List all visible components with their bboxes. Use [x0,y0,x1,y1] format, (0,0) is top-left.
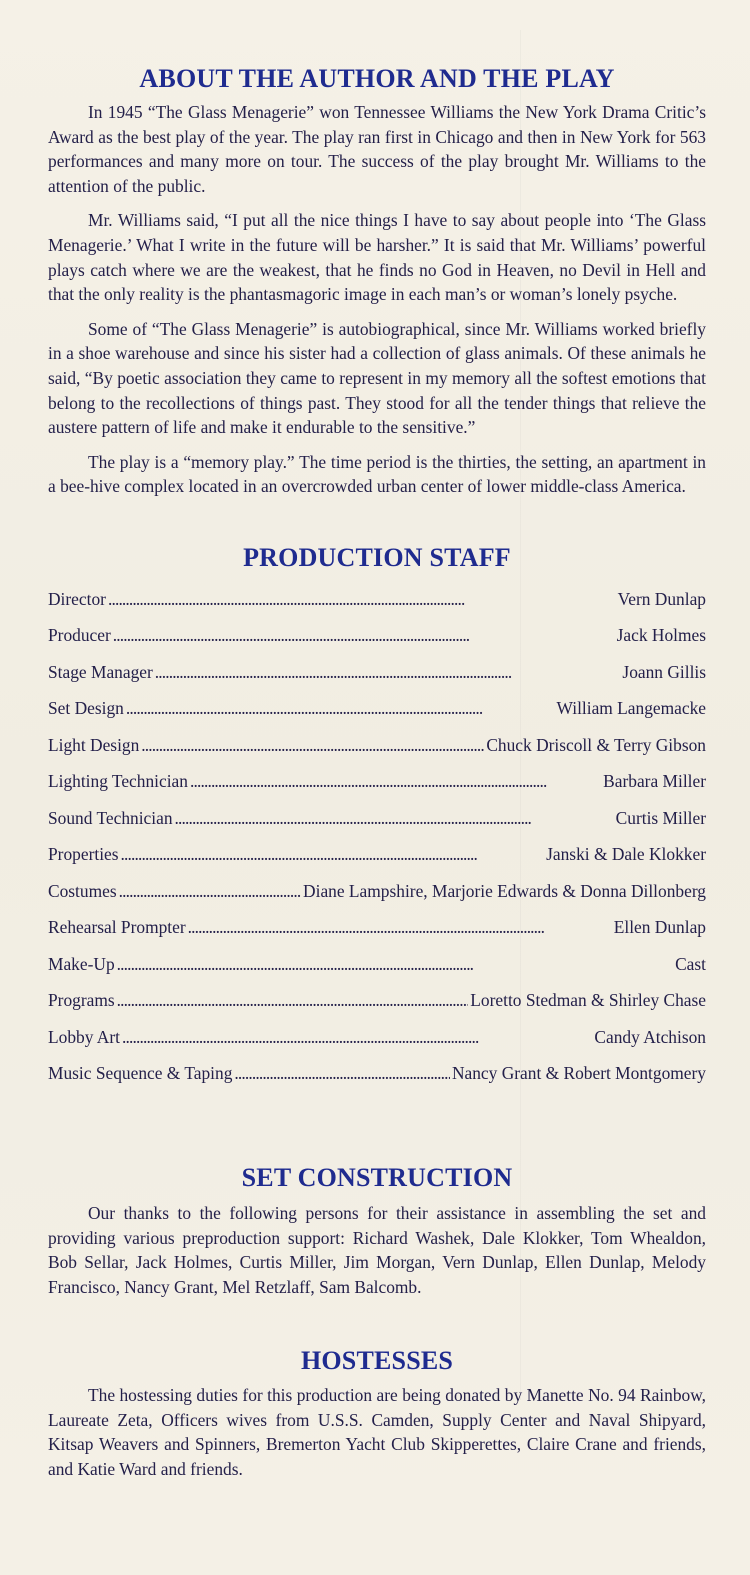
staff-row [48,660,706,697]
staff-name: Cast [675,953,706,974]
leader-dots [122,1025,592,1049]
set-construction-heading: SET CONSTRUCTION [241,1162,513,1192]
staff-row [48,1025,706,1062]
staff-name: Vern Dunlap [617,588,706,609]
leader-dots [119,879,301,903]
hostesses-section [48,1383,706,1481]
staff-role: Lighting Technician [48,771,188,792]
leader-dots [190,769,601,793]
staff-name: Janski & Dale Klokker [546,844,706,865]
staff-role: Set Design [48,698,124,719]
leader-dots [175,806,614,830]
staff-name: Nancy Grant & Robert Montgomery [451,1063,706,1084]
leader-dots [108,587,616,611]
staff-role: Rehearsal Prompter [48,917,186,938]
set-construction-section [48,1201,706,1299]
staff-name: William Langemacke [556,698,706,719]
staff-role: Programs [48,990,115,1011]
leader-dots [188,915,612,939]
staff-row [48,806,706,843]
staff-role: Light Design [48,734,140,755]
leader-dots [113,623,615,647]
staff-name: Loretto Stedman & Shirley Chase [470,990,706,1011]
staff-row [48,733,706,770]
about-section [48,100,706,499]
staff-row [48,1061,706,1098]
staff-name: Barbara Miller [603,771,706,792]
staff-row [48,952,706,989]
leader-dots [121,842,545,866]
about-paragraph: In 1945 “The Glass Menagerie” won Tennessee Williams the New York Drama Critic’s Award as the best play of the year. The play ran first in Chicago and then in New York for 563 performances and many more on tour. The success of the play brought Mr. Williams to the attention of the public. [48,102,706,196]
leader-dots [234,1061,450,1085]
staff-list [48,587,706,1098]
staff-role: Sound Technician [48,807,173,828]
leader-dots [117,988,469,1012]
hostesses-paragraph: The hostessing duties for this production are being donated by Manette No. 94 Rainbow, Laureate Zeta, Officers wives from U.S.S. Camden, Supply Center and Naval Shipyard, Kitsap Weavers and Spinners, Bremerton Yacht Club Skipperettes, Claire Crane and friends, and Katie Ward and friends. [48,1385,706,1480]
staff-name: Chuck Driscoll & Terry Gibson [486,734,706,755]
staff-role: Properties [48,844,119,865]
staff-name: Ellen Dunlap [613,917,706,938]
staff-role: Stage Manager [48,661,153,682]
staff-row [48,769,706,806]
staff-name: Candy Atchison [594,1026,706,1047]
staff-role: Costumes [48,880,117,901]
about-paragraph: The play is a “memory play.” The time period is the thirties, the setting, an apartment in a bee-hive complex located in an overcrowded urban center of lower middle-class America. [48,451,706,497]
about-paragraph: Some of “The Glass Menagerie” is autobiographical, since Mr. Williams worked briefly in a shoe warehouse and since his sister had a collection of glass animals. Of these animals he said, “By poetic association they came to represent in my memory all the softest emotions that belong to the recollections of things past. They stood for all the tender things that relieve the austere pattern of life and make it endurable to the sensitive.” [48,318,706,438]
staff-row [48,915,706,952]
leader-dots [126,696,555,720]
staff-row [48,988,706,1025]
leader-dots [141,733,484,757]
staff-role: Director [48,588,106,609]
about-paragraph: Mr. Williams said, “I put all the nice things I have to say about people into ‘The Glass Menagerie.’ What I write in the future will be harsher.” It is said that Mr. Williams’ powerful plays catch where we are the weakest, that he finds no God in Heaven, no Devil in Hell and that the only reality is the phantasmagoric image in each man’s or woman’s lonely psyche. [48,210,706,305]
staff-row [48,842,706,879]
staff-row [48,587,706,624]
about-heading: ABOUT THE AUTHOR AND THE PLAY [139,64,615,93]
staff-role: Producer [48,625,111,646]
staff-role: Music Sequence & Taping [48,1063,233,1084]
staff-name: Joann Gillis [622,661,706,682]
leader-dots [155,660,621,684]
staff-row [48,696,706,733]
staff-name: Diane Lampshire, Marjorie Edwards & Donna Dillonberg [303,880,706,901]
hostesses-heading: HOSTESSES [300,1346,454,1376]
set-construction-paragraph: Our thanks to the following persons for their assistance in assembling the set and providing various preproduction support: Richard Washek, Dale Klokker, Tom Whealdon, Bob Sellar, Jack Holmes, Curtis Miller, Jim Morgan, Vern Dunlap, Ellen Dunlap, Melody Francisco, Nancy Grant, Mel Retzlaff, Sam Balcomb. [48,1202,706,1297]
staff-role: Make-Up [48,953,115,974]
staff-row [48,879,706,916]
leader-dots [117,952,673,976]
staff-heading: PRODUCTION STAFF [243,542,511,572]
staff-name: Jack Holmes [616,625,706,646]
staff-name: Curtis Miller [615,807,706,828]
staff-row [48,623,706,660]
staff-role: Lobby Art [48,1026,120,1047]
